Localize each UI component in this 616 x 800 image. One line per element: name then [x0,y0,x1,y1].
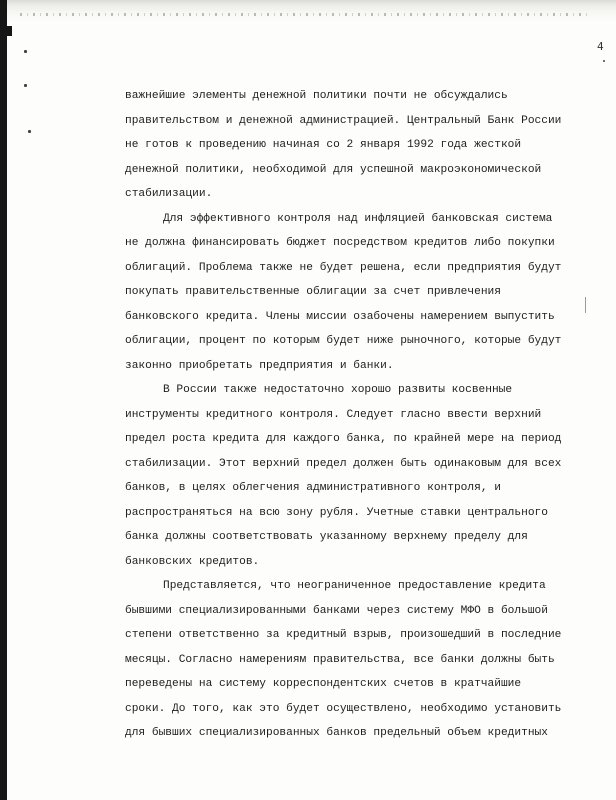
scan-left-notch [7,26,12,36]
text-line: стабилизации. Этот верхний предел должен быть одинаковым для всех [125,457,562,470]
text-line: распространяться на всю зону рубля. Учетные ставки центрального [125,506,548,519]
scan-top-speckle [20,13,590,16]
text-line: денежной политики, необходимой для успешной макроэкономической [125,163,542,176]
text-line: покупать правительственные облигации за счет привлечения [125,286,501,298]
text-line: облигации, процент по которым будет ниже рыночного, которые будут [125,335,562,347]
text-line: для бывших специализированных банков предельный объем кредитных [125,727,548,739]
text-line: не готов к проведению начиная со 2 января 1992 года жесткой [125,139,522,151]
scan-speck [24,50,27,53]
text-line: стабилизации. [125,188,213,200]
scan-top-edge [0,0,616,22]
page-number: 4 [597,40,604,53]
text-line: месяцы. Согласно намерениям правительства, все банки должны быть [125,653,555,666]
text-line: степени ответственно за кредитный взрыв, произошедший в последние [125,629,562,641]
scan-speck [24,84,27,87]
text-line: банков, в целях облегчения административного контроля, и [125,482,501,494]
scan-speck [603,60,605,62]
text-line: инструменты кредитного контроля. Следует гласно ввести верхний [125,408,542,421]
text-line: сроки. До того, как это будет осуществлено, необходимо установить [125,702,562,715]
text-line: Для эффективного контроля над инфляцией банковская система [163,212,553,225]
text-line: важнейшие элементы денежной политики почти не обсуждались [125,90,508,102]
text-line: законно приобретать предприятия и банки. [125,359,394,372]
text-line: правительством и денежной администрацией. Центральный Банк России [125,114,562,127]
text-line: не должна финансировать бюджет посредством кредитов либо покупки [125,237,555,249]
scan-left-border [0,0,7,800]
text-line: банковского кредита. Члены миссии озабочены намерением выпустить [125,310,555,323]
text-line: бывшими специализированными банками через систему МФО в большой [125,604,548,617]
text-line: банковских кредитов. [125,555,260,568]
document-body [125,84,607,800]
text-line: облигаций. Проблема также не будет решена, если предприятия будут [125,261,562,274]
text-line: Представляется, что неограниченное предоставление кредита [163,580,546,592]
text-line: банка должны соответствовать указанному верхнему пределу для [125,531,528,543]
scan-speck [28,130,31,133]
text-line: переведены на систему корреспондентских счетов в кратчайшие [125,678,522,690]
text-line: В России также недостаточно хорошо развиты косвенные [163,384,513,396]
text-line: предел роста кредита для каждого банка, по крайней мере на период [125,433,562,445]
